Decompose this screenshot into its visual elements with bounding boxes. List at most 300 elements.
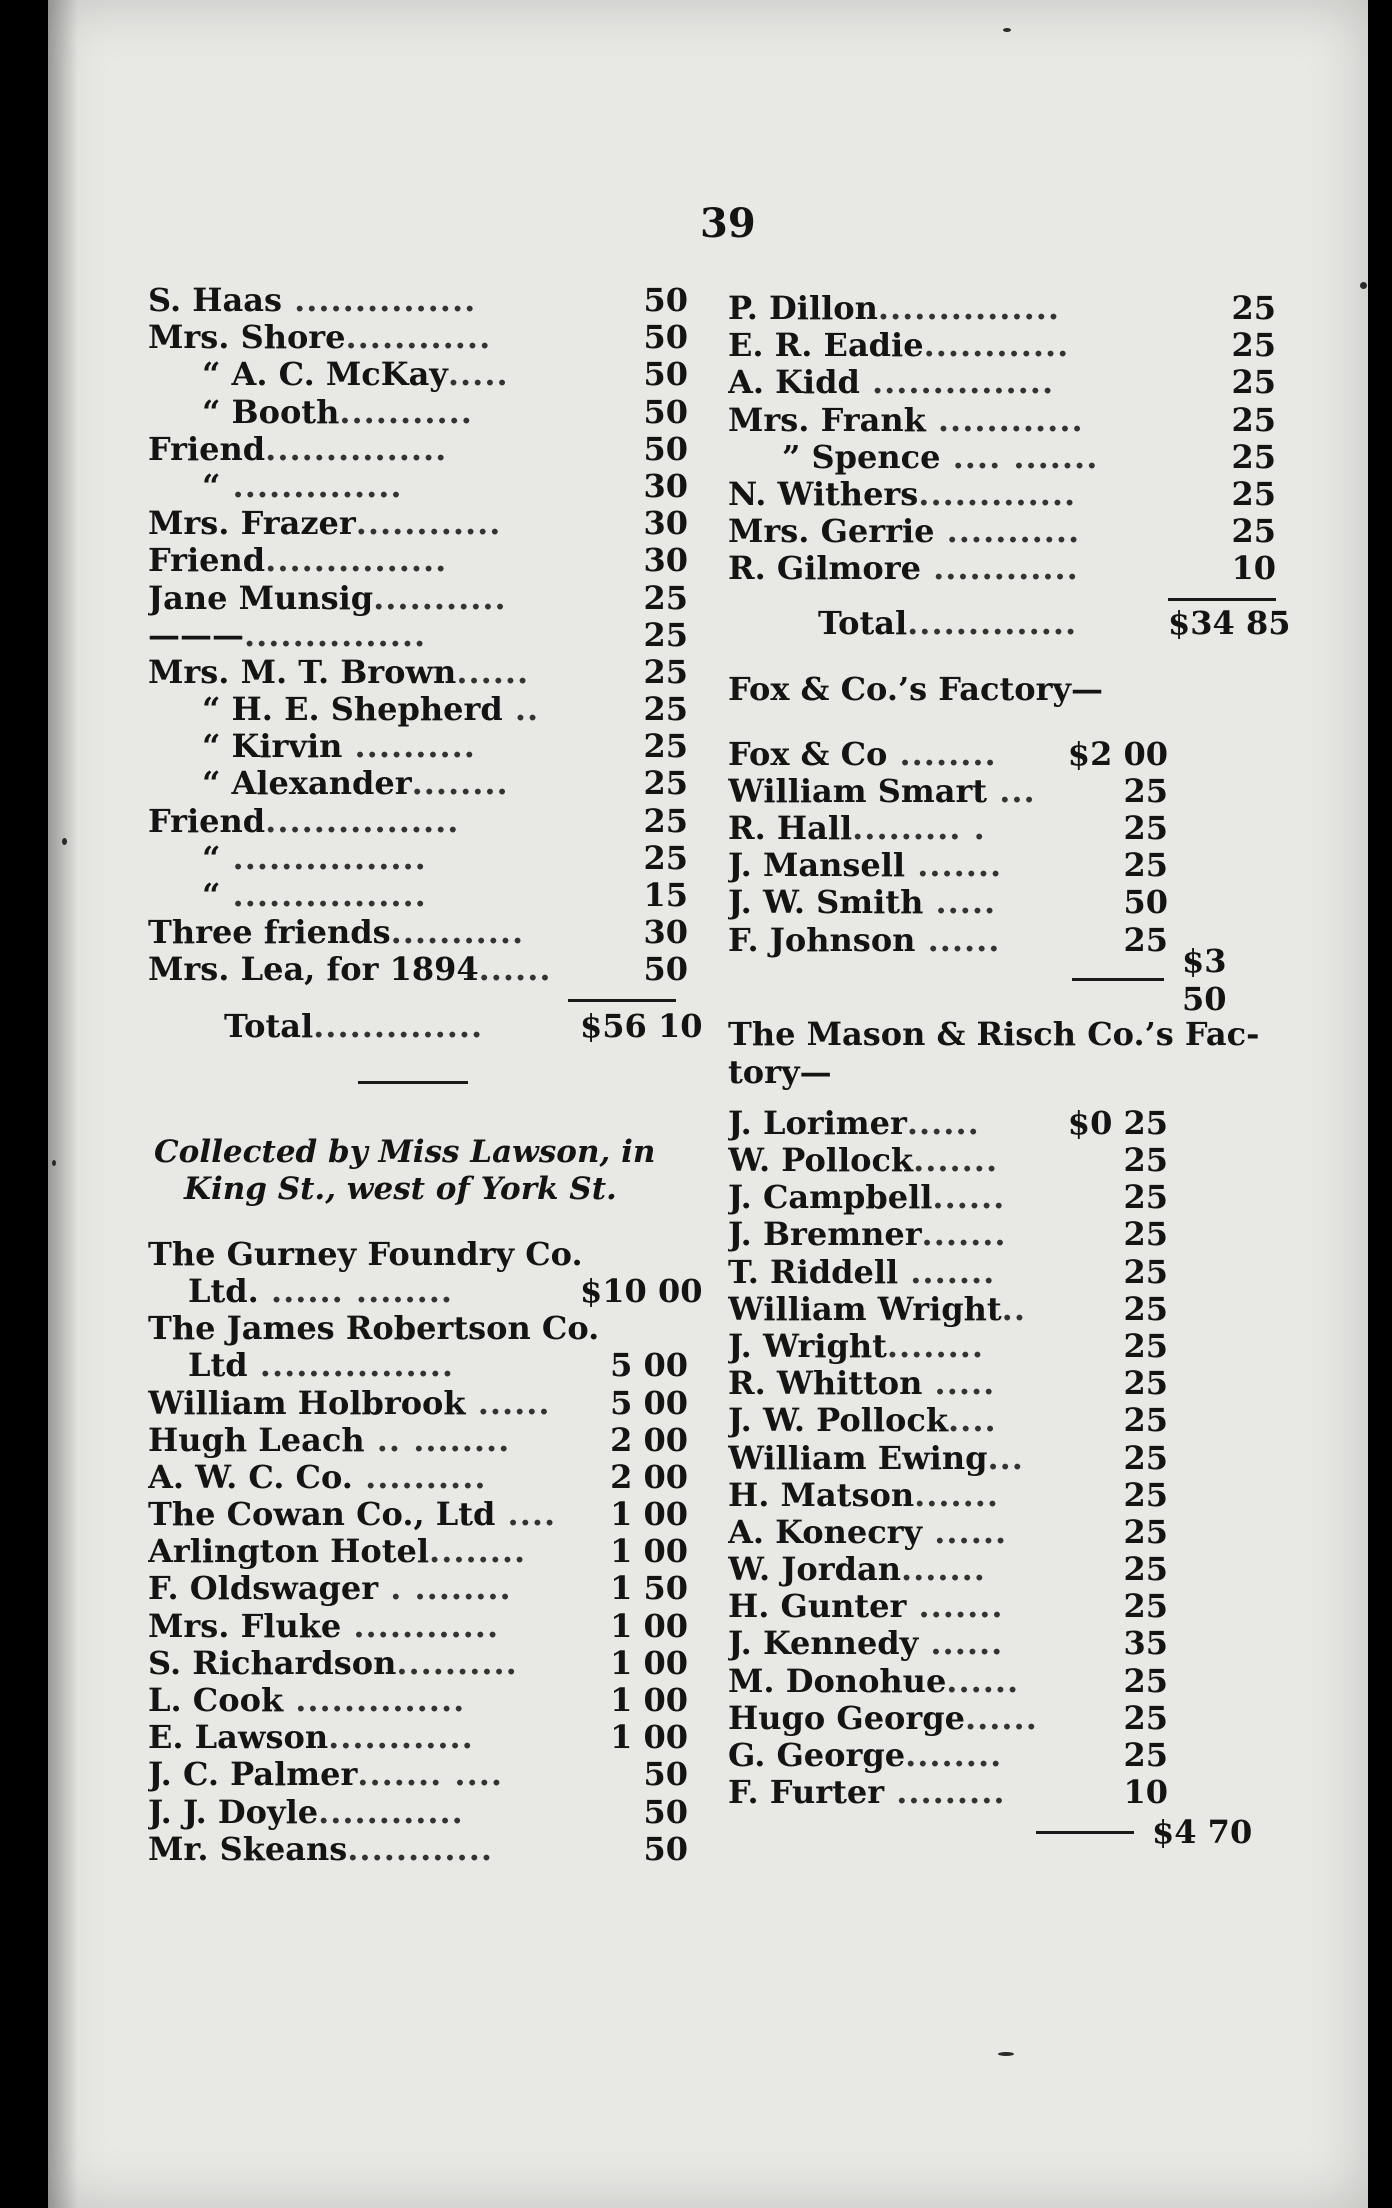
leader-dots: ...... [465, 1384, 551, 1422]
list-item [728, 476, 1276, 513]
list-item [148, 914, 688, 951]
list-item [148, 505, 688, 542]
donor-name: “ H. E. Shepherd [202, 691, 503, 729]
list-item [728, 1402, 1168, 1439]
donation-amount: 2 00 [610, 1457, 688, 1496]
donation-amount: 30 [643, 541, 688, 580]
total-label: Total [224, 1007, 314, 1045]
leader-dots: ........... [339, 393, 473, 431]
donor-name: “ Alexander [202, 765, 412, 803]
donation-amount: 50 [643, 281, 688, 319]
leader-dots: ....... [906, 1588, 1004, 1626]
company-name-line: The Gurney Foundry Co. [148, 1234, 583, 1273]
list-item [148, 840, 688, 877]
mason-subtotal: $4 70 [1152, 1813, 1253, 1852]
list-item [728, 1477, 1168, 1514]
donor-name: William Wright [728, 1290, 1002, 1328]
fox-subtotal: $3 50 [1181, 941, 1227, 1018]
leader-dots: .......... [352, 1458, 487, 1496]
leader-dots: ........ [905, 1737, 1003, 1774]
scan-speck [52, 1160, 56, 1166]
donor-name: Ltd. [188, 1272, 259, 1310]
leader-dots: ... [987, 772, 1036, 810]
collector-heading [154, 1134, 688, 1208]
collected-donation-list [148, 1234, 703, 1868]
leader-dots: ..... [447, 356, 509, 394]
list-item [148, 1682, 688, 1719]
donation-amount: 25 [1231, 474, 1276, 513]
donor-name: F. Oldswager [148, 1570, 379, 1608]
leader-dots: ...... [922, 1513, 1008, 1551]
donor-name: G. George [728, 1737, 906, 1774]
donation-amount: 10 [1231, 549, 1276, 588]
donor-name: W. Pollock [728, 1142, 914, 1179]
donor-name: N. Withers [728, 475, 919, 513]
donation-amount: 30 [643, 504, 688, 543]
leader-dots: ............ [328, 1719, 474, 1757]
list-item [728, 1737, 1168, 1774]
donor-name: H. Gunter [728, 1588, 907, 1626]
fox-factory-heading: Fox & Co.’s Factory— [728, 669, 1104, 708]
list-item [148, 877, 688, 914]
donor-name: Ltd [188, 1347, 248, 1385]
list-item [728, 884, 1168, 921]
list-item [148, 580, 688, 617]
donor-name: “ A. C. McKay [202, 356, 448, 394]
list-item [728, 847, 1168, 884]
donation-amount: 25 [1123, 1289, 1168, 1328]
leader-dots: ....... [898, 1253, 996, 1291]
donation-amount: 50 [643, 355, 688, 394]
list-item [728, 1440, 1168, 1477]
leader-dots: .... ....... [940, 438, 1099, 476]
donor-name: R. Gilmore [728, 550, 921, 588]
donation-amount: 50 [643, 318, 688, 357]
donor-name: J. J. Doyle [148, 1793, 319, 1831]
donor-name: Mrs. Fluke [148, 1607, 342, 1645]
donation-amount: 35 [1123, 1624, 1168, 1663]
mason-subtotal-row [728, 1811, 1276, 1853]
donor-name: R. Hall [728, 810, 853, 848]
donor-name: J. W. Pollock [728, 1402, 949, 1440]
leader-dots: ............ [920, 550, 1079, 588]
list-item [148, 1533, 688, 1570]
donor-name: William Ewing [728, 1439, 988, 1477]
left-donation-list [148, 282, 688, 989]
donation-amount: 25 [643, 578, 688, 617]
leader-dots: ............... [877, 290, 1060, 327]
leader-dots: ........ [429, 1533, 527, 1571]
donation-amount: 25 [1231, 326, 1276, 365]
list-item [728, 773, 1168, 810]
donation-amount: 25 [1123, 771, 1168, 810]
list-item [148, 1271, 703, 1310]
list-item [728, 1216, 1168, 1253]
donation-amount: 25 [1231, 289, 1276, 327]
list-item [148, 356, 688, 393]
list-item [148, 542, 688, 579]
donation-amount: 25 [1123, 809, 1168, 848]
donor-name: A. Kidd [728, 364, 860, 402]
donor-name: Mr. Skeans [148, 1830, 348, 1868]
list-item [728, 810, 1168, 847]
leader-dots: ...... [946, 1662, 1020, 1700]
donation-amount: 25 [1123, 1252, 1168, 1291]
list-item [728, 1588, 1168, 1625]
right-donation-list [728, 290, 1276, 588]
leader-dots: ........... [390, 914, 525, 952]
leader-dots: ............... [265, 430, 448, 468]
leader-dots: ............... [859, 364, 1055, 402]
donation-amount: 1 00 [610, 1495, 688, 1534]
scan-speck [1003, 28, 1011, 32]
list-item [728, 1551, 1168, 1588]
donor-name: Three friends [148, 914, 391, 952]
list-item [728, 1254, 1168, 1291]
scan-speck [1360, 282, 1367, 289]
page-edge-shadow [48, 0, 78, 2208]
scan-speck [998, 2052, 1014, 2056]
donation-amount: 50 [643, 1829, 688, 1868]
donor-name: F. Johnson [728, 921, 916, 959]
donation-amount: 25 [1231, 437, 1276, 476]
donor-name: William Smart [728, 772, 988, 810]
list-item [148, 1719, 688, 1756]
leader-dots: ............ [345, 319, 492, 357]
total-rule [1168, 598, 1276, 601]
donation-amount: 5 00 [610, 1383, 688, 1422]
leader-dots: .. [502, 691, 540, 729]
donation-amount: 25 [1123, 920, 1168, 959]
list-item [148, 1831, 688, 1868]
left-total-row [148, 1006, 703, 1045]
leader-dots: ........ [887, 735, 997, 773]
donor-name: ——— [148, 616, 244, 654]
donor-name: J. C. Palmer [148, 1756, 358, 1794]
donation-amount: 25 [643, 801, 688, 840]
donor-name: L. Cook [148, 1682, 284, 1719]
donation-amount: 25 [643, 652, 688, 691]
donation-amount: 1 00 [610, 1681, 688, 1719]
donor-name: Friend [148, 802, 266, 840]
list-item [728, 550, 1276, 587]
leader-dots: ............ [355, 505, 502, 543]
donation-amount: 5 00 [610, 1346, 688, 1385]
leader-dots: ............. [918, 475, 1077, 513]
donation-amount: 2 00 [610, 1420, 688, 1459]
list-item [728, 1291, 1168, 1328]
list-item [148, 1570, 688, 1607]
total-amount: $56 10 [580, 1006, 703, 1045]
list-item [148, 1608, 688, 1645]
donor-name: Hugo George [728, 1699, 965, 1737]
donor-name: J. Kennedy [728, 1625, 919, 1663]
donor-name: “ [202, 877, 221, 914]
donation-amount: 1 00 [610, 1718, 688, 1757]
donation-amount: $0 25 [1067, 1103, 1168, 1142]
list-item [728, 290, 1276, 327]
right-total-row [728, 603, 1291, 642]
donor-name: S. Richardson [148, 1644, 397, 1682]
mason-factory-list [728, 1105, 1168, 1812]
list-item [148, 431, 688, 468]
donor-name: “ Booth [202, 393, 340, 431]
donation-amount: 25 [643, 727, 688, 766]
donor-name: ” Spence [782, 438, 941, 476]
list-item [148, 1756, 688, 1793]
list-item [148, 691, 688, 728]
leader-dots: ............... [265, 542, 448, 580]
section-separator [358, 1081, 468, 1084]
list-item [148, 1422, 688, 1459]
scan-speck [62, 838, 67, 845]
donor-name: Mrs. Gerrie [728, 513, 935, 551]
donation-amount: 1 00 [610, 1606, 688, 1645]
donation-amount: 25 [643, 764, 688, 803]
donor-name: E. Lawson [148, 1719, 329, 1757]
list-item [728, 1700, 1168, 1737]
leader-dots: ..... [923, 884, 997, 922]
leader-dots: ............ [923, 327, 1070, 365]
donation-amount: 50 [643, 1792, 688, 1831]
leader-dots: .......... [396, 1644, 518, 1682]
leader-dots: .............. [220, 467, 403, 505]
donation-amount: 25 [1231, 400, 1276, 439]
subtotal-rule [1036, 1831, 1134, 1834]
leader-dots: ....... [905, 847, 1003, 885]
subtotal-rule [1072, 978, 1164, 981]
right-column [728, 289, 1291, 1853]
donor-name: Friend [148, 430, 266, 468]
donation-amount: 25 [643, 690, 688, 729]
collector-heading-line1: Collected by Miss Lawson, in [154, 1133, 656, 1170]
list-item [148, 1645, 688, 1682]
list-item [148, 1794, 688, 1831]
leader-dots: ...... [964, 1699, 1038, 1737]
list-item [728, 1625, 1168, 1662]
total-amount: $34 85 [1168, 603, 1291, 642]
leader-dots: ................ [247, 1347, 455, 1385]
list-item [728, 1105, 1168, 1142]
leader-dots: ....... [900, 1551, 986, 1589]
donor-name: J. W. Smith [728, 884, 924, 922]
leader-dots: .............. [313, 1007, 484, 1045]
list-item [728, 327, 1276, 364]
donor-name: J. Bremner [728, 1216, 922, 1254]
donation-amount: 25 [1123, 1364, 1168, 1403]
leader-dots: ......... [884, 1774, 1006, 1812]
donation-amount: 30 [643, 913, 688, 952]
donor-name: J. Lorimer [728, 1104, 907, 1142]
list-item [148, 1459, 688, 1496]
leader-dots: .............. [283, 1682, 466, 1719]
list-item [728, 1179, 1168, 1216]
donor-name: “ [202, 839, 221, 877]
leader-dots: ...... [932, 1179, 1006, 1217]
donor-name: H. Matson [728, 1476, 915, 1514]
donor-name: E. R. Eadie [728, 327, 924, 365]
total-rule [568, 999, 676, 1002]
donation-amount: 50 [643, 950, 688, 989]
leader-dots: ...... ........ [258, 1272, 454, 1310]
donation-amount: 25 [643, 838, 688, 877]
list-item [148, 394, 688, 431]
leader-dots: .......... [342, 728, 476, 766]
list-item [148, 728, 688, 765]
fox-subtotal-row [728, 941, 1276, 1018]
list-item [728, 1142, 1168, 1179]
leader-dots: ...... [915, 921, 1001, 959]
list-item [728, 736, 1168, 773]
donation-amount: 25 [643, 615, 688, 654]
collector-heading-line2: King St., west of York St. [184, 1170, 617, 1207]
leader-dots: ...... [906, 1104, 980, 1142]
donation-amount: 25 [1123, 1141, 1168, 1179]
leader-dots: ................ [220, 839, 427, 877]
donation-amount: 25 [1231, 363, 1276, 402]
total-label: Total [818, 604, 908, 642]
leader-dots: . ........ [378, 1570, 512, 1608]
leader-dots: ............ [341, 1607, 500, 1645]
leader-dots: ................ [265, 802, 460, 840]
mason-heading-line2: tory— [728, 1052, 832, 1091]
donation-amount: 25 [1123, 1326, 1168, 1365]
donor-name: Jane Munsig [148, 579, 374, 617]
donor-name: “ Kirvin [202, 728, 343, 766]
list-item [148, 1496, 688, 1533]
list-item [728, 922, 1168, 959]
donation-amount: 30 [643, 466, 688, 505]
leader-dots: ....... [914, 1476, 1000, 1514]
leader-dots: ........... [934, 513, 1081, 551]
list-item [148, 803, 688, 840]
donor-name: Mrs. Shore [148, 319, 346, 357]
leader-dots: ......... . [852, 810, 986, 848]
donation-amount: 25 [1123, 1438, 1168, 1477]
leader-dots: ... [987, 1439, 1024, 1477]
donation-amount: 1 00 [610, 1643, 688, 1682]
donor-name: F. Furter [728, 1774, 885, 1812]
donor-name: Arlington Hotel [148, 1533, 430, 1571]
donation-amount: 50 [643, 392, 688, 431]
donation-amount: 50 [643, 429, 688, 468]
donor-name: The Cowan Co., Ltd [148, 1496, 496, 1534]
donor-name: T. Riddell [728, 1253, 899, 1291]
leader-dots: .............. [907, 604, 1078, 642]
list-item [728, 1514, 1168, 1551]
donation-amount: 25 [1123, 846, 1168, 885]
donor-name: Friend [148, 542, 266, 580]
donation-amount: 25 [1231, 512, 1276, 551]
leader-dots: ....... [921, 1216, 1007, 1254]
leader-dots: ........... [373, 579, 507, 617]
leader-dots: .... [948, 1402, 997, 1440]
list-item [728, 1328, 1168, 1365]
list-item [148, 765, 688, 802]
leader-dots: .. [1001, 1290, 1026, 1328]
donor-name: Mrs. Lea, for 1894 [148, 951, 479, 989]
list-item [148, 468, 688, 505]
donor-name: Mrs. Frazer [148, 505, 356, 543]
donation-amount: 25 [1123, 1475, 1168, 1514]
list-item [148, 282, 688, 319]
leader-dots: ............ [318, 1793, 464, 1831]
donor-name: “ [202, 467, 221, 505]
donation-amount: 25 [1123, 1550, 1168, 1589]
leader-dots: ............ [347, 1830, 493, 1868]
donation-amount: 50 [1123, 883, 1168, 922]
donation-amount: $10 00 [580, 1271, 703, 1310]
leader-dots: ........ [886, 1327, 984, 1365]
leader-dots: .. ........ [364, 1421, 511, 1459]
donation-amount: 1 00 [610, 1532, 688, 1571]
leader-dots: .... [495, 1496, 557, 1534]
donation-amount: 25 [1123, 1512, 1168, 1551]
donation-amount: 25 [1123, 1587, 1168, 1626]
leader-dots: ...... [478, 951, 552, 989]
donation-amount: 25 [1123, 1215, 1168, 1254]
donor-name: J. Wright [728, 1327, 887, 1365]
list-item [728, 402, 1276, 439]
fox-factory-list [728, 736, 1168, 959]
donor-name: S. Haas [148, 282, 282, 319]
leader-dots: ...... [456, 653, 530, 691]
company-name-line: The James Robertson Co. [148, 1309, 600, 1348]
donor-name: Mrs. Frank [728, 401, 926, 439]
donor-name: A. W. C. Co. [148, 1458, 353, 1496]
leader-dots: ...... [918, 1625, 1004, 1663]
donor-name: Fox & Co [728, 735, 888, 773]
mason-factory-heading [728, 1015, 1276, 1091]
list-item [728, 439, 1276, 476]
donation-amount: 25 [1123, 1178, 1168, 1217]
list-item [728, 1365, 1168, 1402]
donation-amount: 25 [1123, 1736, 1168, 1774]
donation-amount: 25 [1123, 1698, 1168, 1737]
list-item [148, 951, 688, 988]
donation-amount: 10 [1123, 1773, 1168, 1812]
page-number: 39 [700, 200, 756, 247]
leader-dots: ............... [281, 282, 477, 319]
mason-heading-line1: The Mason & Risch Co.’s Fac- [728, 1014, 1260, 1053]
left-column [148, 281, 703, 1868]
leader-dots: ....... [913, 1142, 999, 1179]
list-item [148, 654, 688, 691]
list-item [728, 364, 1276, 401]
donor-name: P. Dillon [728, 290, 878, 327]
leader-dots: ..... [922, 1365, 996, 1403]
list-item [728, 1774, 1168, 1811]
list-item [148, 617, 688, 654]
donor-name: A. Konecry [728, 1513, 923, 1551]
leader-dots: ....... .... [357, 1756, 503, 1794]
donor-name: M. Donohue [728, 1662, 947, 1700]
donor-name: J. Mansell [728, 847, 906, 885]
donation-amount: $2 00 [1067, 734, 1168, 773]
leader-dots: ............ [925, 401, 1084, 439]
donor-name: Mrs. M. T. Brown [148, 653, 457, 691]
list-item [148, 1385, 688, 1422]
donation-amount: 15 [643, 876, 688, 914]
donation-amount: 50 [643, 1755, 688, 1794]
list-item [728, 513, 1276, 550]
donor-name: William Holbrook [148, 1384, 466, 1422]
list-item [148, 1347, 688, 1384]
donor-name: R. Whitton [728, 1365, 923, 1403]
leader-dots: ............... [244, 616, 427, 654]
donor-name: Hugh Leach [148, 1421, 365, 1459]
donor-name: W. Jordan [728, 1551, 901, 1589]
